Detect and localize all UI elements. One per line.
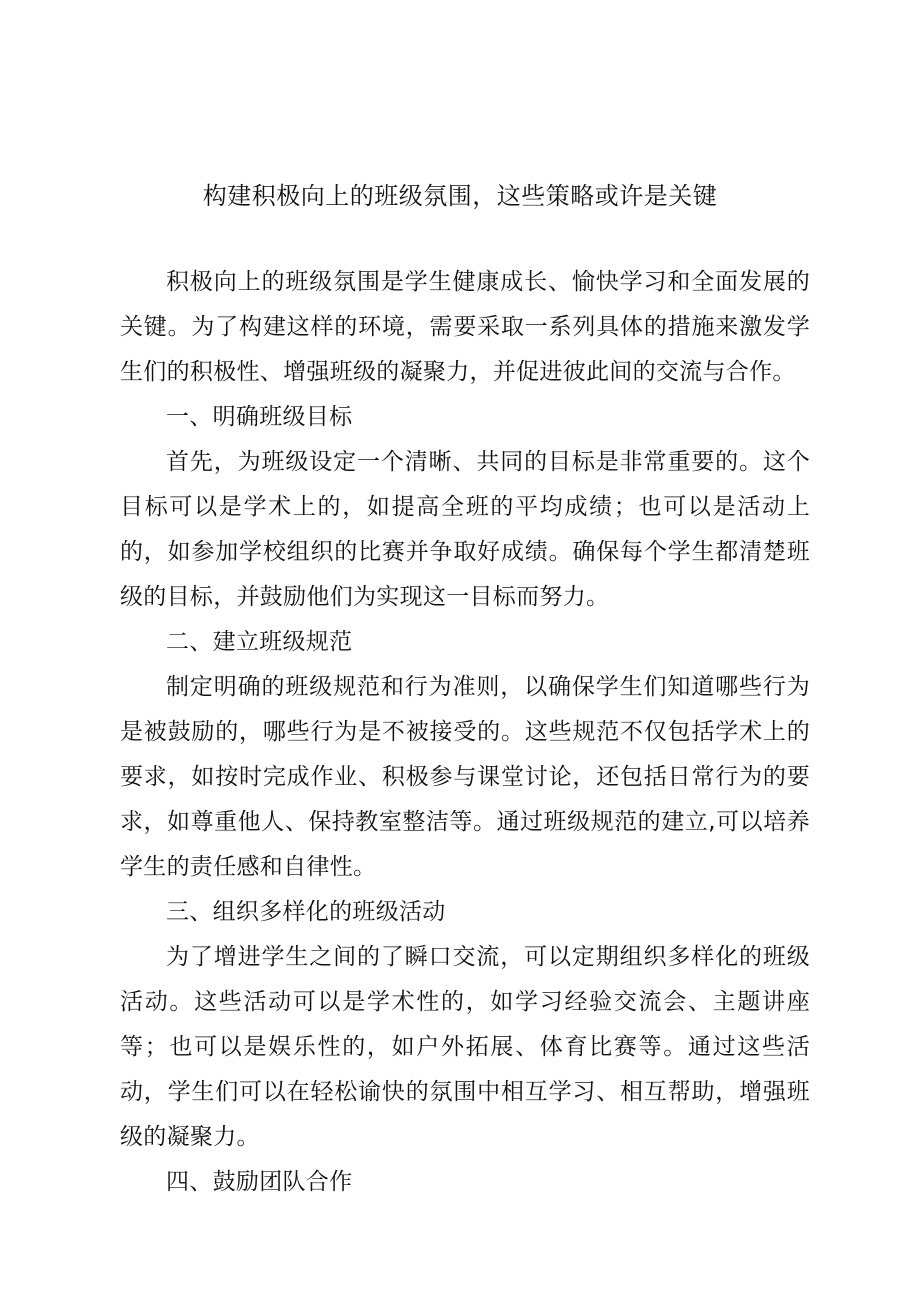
section-2-paragraph: 制定明确的班级规范和行为准则，以确保学生们知道哪些行为是被鼓励的，哪些行为是不被接受的。这些规范不仅包括学术上的要求，如按时完成作业、积极参与课堂讨论，还包括日常行为的要求，如尊重他人、保持教室整洁等。通过班级规范的建立,可以培养学生的责任感和自律性。	[120, 674, 810, 880]
document-body	[120, 260, 810, 1205]
intro-paragraph: 积极向上的班级氛围是学生健康成长、愉快学习和全面发展的关键。为了构建这样的环境，需要采取一系列具体的措施来激发学生们的积极性、增强班级的凝聚力，并促进彼此间的交流与合作。	[120, 269, 810, 385]
section-heading-2: 二、建立班级规范	[166, 629, 353, 655]
section-3-paragraph: 为了增进学生之间的了瞬口交流，可以定期组织多样化的班级活动。这些活动可以是学术性的，如学习经验交流会、主题讲座等；也可以是娱乐性的，如户外拓展、体育比赛等。通过这些活动，学生们可以在轻松谕快的氛围中相互学习、相互帮助，增强班级的凝聚力。	[120, 944, 810, 1150]
section-heading-1: 一、明确班级目标	[166, 404, 353, 430]
section-heading-3: 三、组织多样化的班级活动	[166, 899, 446, 925]
section-heading-4: 四、鼓励团队合作	[166, 1169, 353, 1195]
document-title: 构建积极向上的班级氛围，这些策略或许是关键	[202, 182, 718, 210]
section-1-paragraph: 首先，为班级设定一个清晰、共同的目标是非常重要的。这个目标可以是学术上的，如提高全班的平均成绩；也可以是活动上的，如参加学校组织的比赛并争取好成绩。确保每个学生都清楚班级的目标，并鼓励他们为实现这一目标而努力。	[120, 449, 810, 610]
